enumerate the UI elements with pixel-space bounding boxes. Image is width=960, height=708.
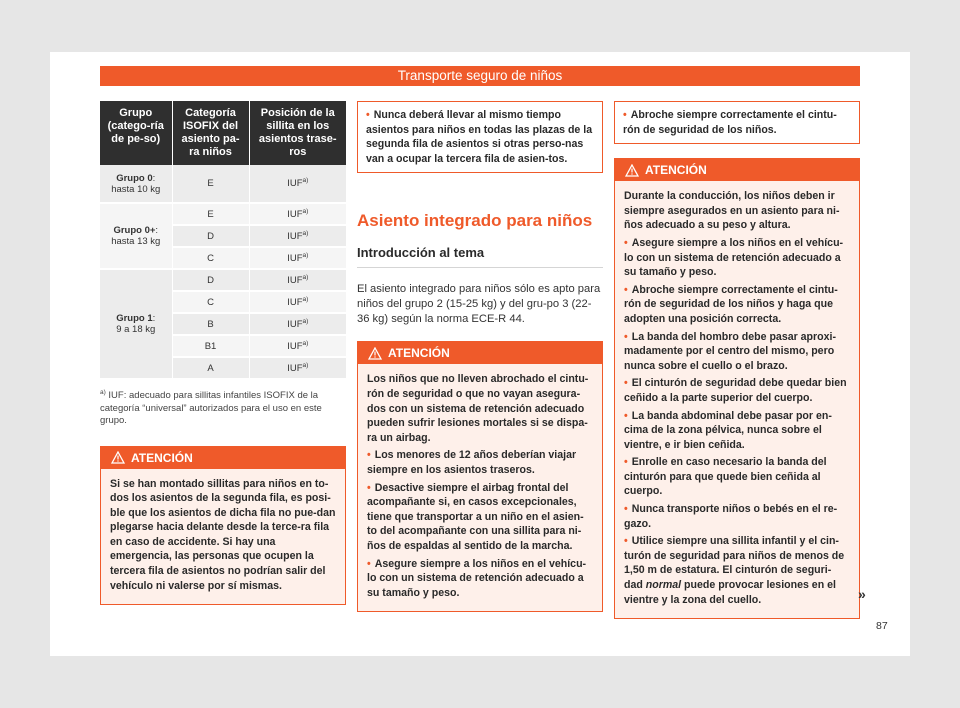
position-cell: IUF$^{a)}$: [249, 247, 346, 269]
category-cell: B: [172, 313, 249, 335]
warning-bullet-last: • Utilice siempre una sillita infantil y el cin-turón de seguridad para niños de menos de 1,50 m de estatura. El cinturón de seguri-dad normal puede provocar lesiones en el vientre y la zona del cuello.: [624, 534, 850, 607]
page-header: Transporte seguro de niños: [100, 66, 860, 86]
group-cell: Grupo 1: 9 a 18 kg: [100, 269, 172, 379]
table-row: [100, 165, 346, 203]
group-cell: Grupo 0+: hasta 13 kg: [100, 203, 172, 269]
table-header-group: Grupo (catego-ría de pe-so): [100, 101, 172, 165]
table-header-category: Categoría ISOFIX del asiento pa-ra niños: [172, 101, 249, 165]
continue-mark: »: [858, 586, 866, 602]
warning-bullet: • Asegure siempre a los niños en el vehícu-lo con un sistema de retención adecuado a su tamaño y peso.: [367, 557, 593, 601]
category-cell: E: [172, 203, 249, 225]
table-row: [100, 269, 346, 291]
warning-triangle-icon: [625, 164, 639, 177]
group-cell: Grupo 0: hasta 10 kg: [100, 165, 172, 203]
emphasis-normal: normal: [645, 579, 682, 592]
category-cell: B1: [172, 335, 249, 357]
warning-bullet: • Los menores de 12 años deberían viajar siempre en los asientos traseros.: [367, 448, 593, 477]
warning-body: [101, 469, 345, 605]
group-name: Grupo 0: [116, 172, 153, 184]
warning-intro: Durante la conducción, los niños deben ir siempre asegurados en un asiento para ni-ños adecuado a su peso y altura.: [624, 190, 840, 232]
table-header-row: [100, 101, 346, 165]
isofix-table: [100, 101, 346, 380]
warning-box-airbag: [357, 341, 603, 612]
position-cell: IUF$^{a)}$: [249, 269, 346, 291]
notice-box-second-row: [357, 101, 603, 173]
warning-triangle-icon: [111, 451, 125, 464]
position-cell: IUF$^{a)}$: [249, 203, 346, 225]
warning-header: [615, 159, 859, 181]
warning-bullet: • Nunca transporte niños o bebés en el re-gazo.: [624, 502, 850, 531]
column-left: [100, 101, 346, 605]
warning-bullet: • Enrolle en caso necesario la banda del cinturón para que quede bien ceñida al cuerpo.: [624, 455, 850, 499]
warning-label: ATENCIÓN: [388, 346, 450, 361]
category-cell: D: [172, 269, 249, 291]
section-title: Asiento integrado para niños: [357, 211, 593, 231]
position-cell: IUF$^{a)}$: [249, 335, 346, 357]
warning-body: [358, 364, 602, 611]
warning-label: ATENCIÓN: [645, 163, 707, 178]
position-cell: IUF$^{a)}$: [249, 291, 346, 313]
page-number: 87: [876, 620, 888, 632]
position-cell: IUF$^{a)}$: [249, 313, 346, 335]
footnote-mark: a): [100, 388, 106, 396]
category-cell: C: [172, 247, 249, 269]
column-middle: [357, 101, 603, 612]
warning-header: [101, 447, 345, 469]
column-right: [614, 101, 860, 619]
warning-intro: Los niños que no lleven abrochado el cintu-rón de seguridad o que no vayan asegura-dos con un sistema de retención adecuado pueden sufrir lesiones mortales si se dispa-ra un airbag.: [367, 373, 589, 444]
position-cell: IUF$^{a)}$: [249, 165, 346, 203]
category-cell: C: [172, 291, 249, 313]
group-range: hasta 13 kg: [111, 236, 161, 247]
table-row: [100, 203, 346, 225]
warning-box-rear-seats: [100, 446, 346, 606]
warning-header: [358, 342, 602, 364]
warning-bullet: • Asegure siempre a los niños en el vehícu-lo con un sistema de retención adecuado a su tamaño y peso.: [624, 236, 850, 280]
group-name: Grupo 0+: [113, 225, 156, 236]
position-cell: IUF$^{a)}$: [249, 225, 346, 247]
section-subtitle: Introducción al tema: [357, 245, 603, 268]
table-header-position: Posición de la sillita en los asientos trase-ros: [249, 101, 346, 165]
warning-triangle-icon: [368, 347, 382, 360]
group-name: Grupo 1: [116, 313, 153, 324]
warning-bullet: • Desactive siempre el airbag frontal del acompañante si, en casos excepcionales, tiene que transportar a un niño en el asien-to del acompañante con una sillita para ni-ños de espaldas al sentido de la marcha.: [367, 481, 593, 554]
warning-bullet: • La banda abdominal debe pasar por en-cima de la zona pélvica, nunca sobre el vientre, e ir bien ceñida.: [624, 409, 850, 453]
group-range: hasta 10 kg: [111, 183, 161, 195]
bullet-text: • Abroche siempre correctamente el cintu-rón de seguridad de los niños.: [623, 109, 837, 136]
warning-box-driving: [614, 158, 860, 619]
bullet-text: • Nunca deberá llevar al mismo tiempo asientos para niños en todas las plazas de la segunda fila de asientos si otras perso-nas van a ocupar la tercera fila de asien-tos.: [366, 109, 592, 165]
warning-bullet: • Abroche siempre correctamente el cintu-rón de seguridad de los niños y haga que adopten una posición correcta.: [624, 283, 850, 327]
section-body: El asiento integrado para niños sólo es apto para niños del grupo 2 (15-25 kg) y del gru-po 3 (22-36 kg) según la norma ECE-R 44.: [357, 283, 601, 326]
warning-body: [615, 181, 859, 618]
warning-bullet: • La banda del hombro debe pasar aproxi-madamente por el centro del mismo, pero nunca sobre el cuello o el brazo.: [624, 330, 850, 374]
notice-box-seatbelt: [614, 101, 860, 144]
group-range: 9 a 18 kg: [116, 324, 156, 335]
table-footnote: $^{a)}$ IUF: adecuado para sillitas infantiles ISOFIX de la categoría “universal” autorizados para el uso en este grupo.: [100, 388, 322, 426]
position-cell: IUF$^{a)}$: [249, 357, 346, 379]
category-cell: D: [172, 225, 249, 247]
warning-label: ATENCIÓN: [131, 450, 193, 465]
category-cell: A: [172, 357, 249, 379]
warning-text: Si se han montado sillitas para niños en to-dos los asientos de la segunda fila, es posi-ble que los asientos de dicha fila no pue-dan plegarse hacia delante desde la terce-ra fila en caso de accidente. Si hay una emergencia, las personas que ocupen la tercera fila de asientos no podrían salir del vehículo ni valerse por sí mismas.: [110, 477, 336, 592]
category-cell: E: [172, 165, 249, 203]
warning-bullet: • El cinturón de seguridad debe quedar bien ceñido a la parte superior del cuerpo.: [624, 376, 850, 405]
